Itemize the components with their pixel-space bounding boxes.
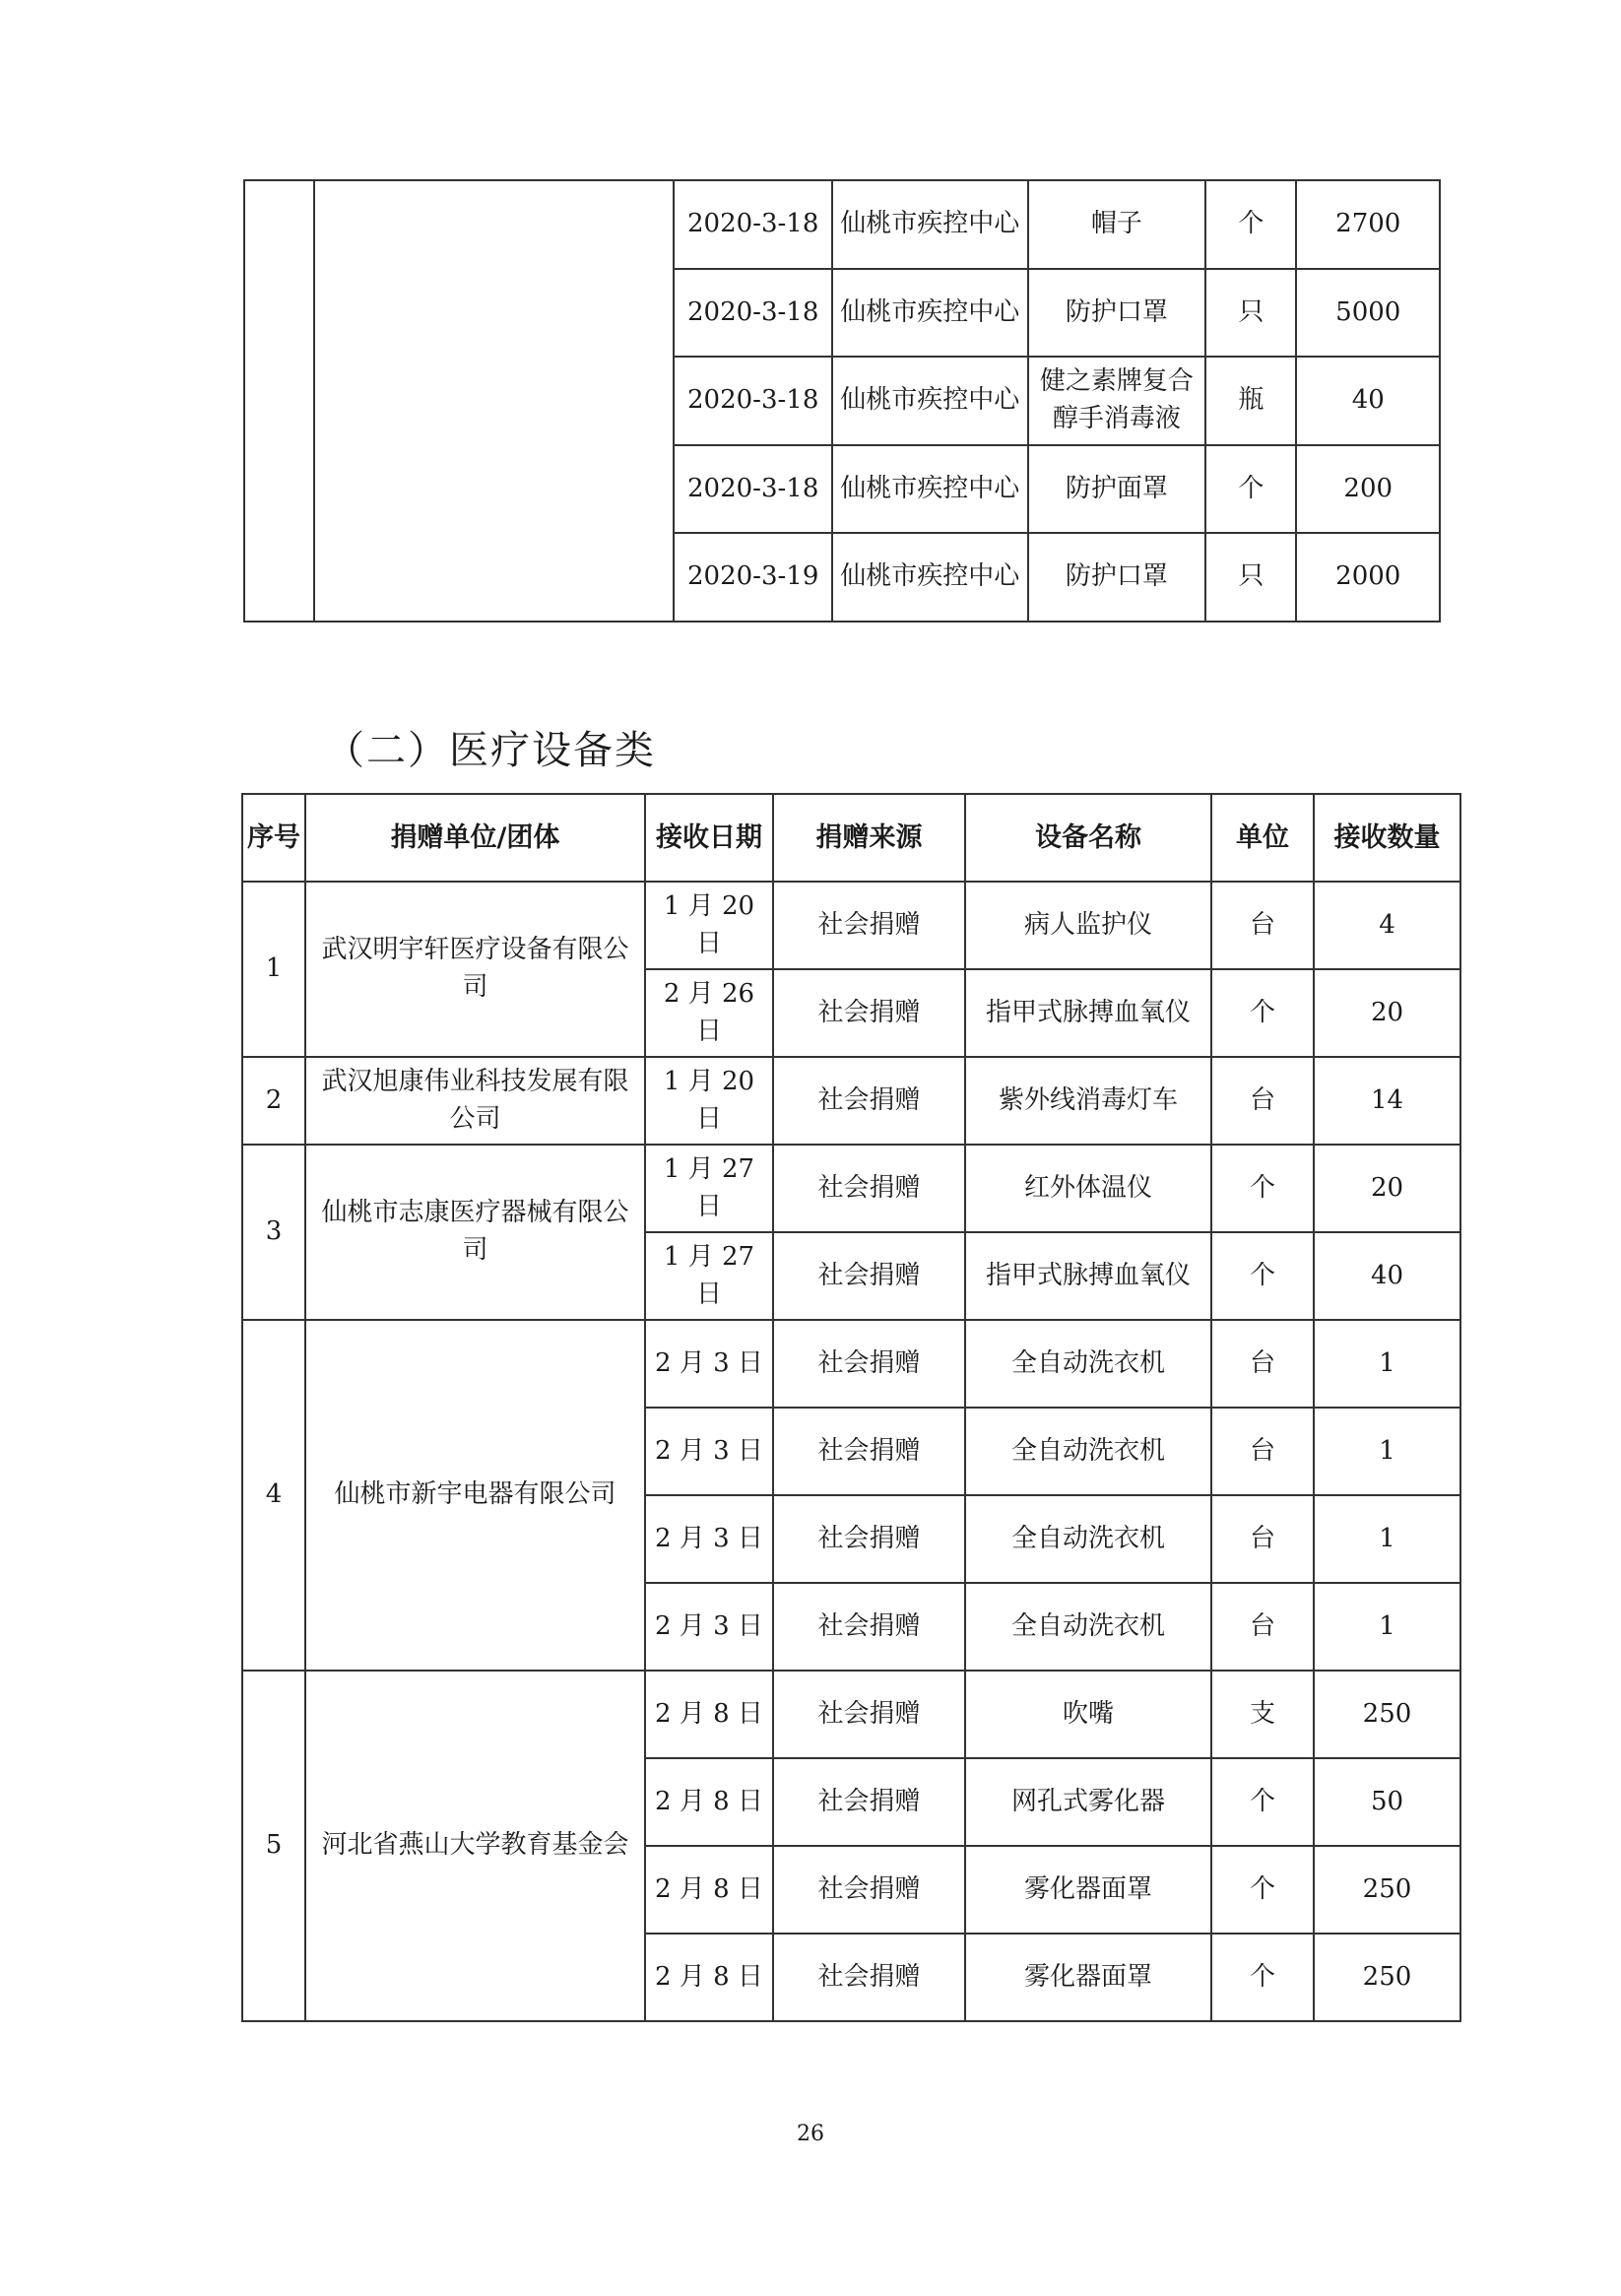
equipment-name-cell: 红外体温仪 (965, 1145, 1211, 1232)
source-cell: 社会捐赠 (773, 1934, 965, 2021)
equipment-name-cell: 全自动洗衣机 (965, 1583, 1211, 1671)
date-cell: 2020-3-18 (674, 269, 832, 358)
date-cell: 2020-3-18 (674, 180, 832, 269)
item-cell: 防护口罩 (1028, 269, 1206, 358)
unit-cell: 台 (1211, 1057, 1314, 1145)
equipment-name-cell: 吹嘴 (965, 1671, 1211, 1758)
quantity-cell: 40 (1296, 357, 1440, 445)
item-cell: 帽子 (1028, 180, 1206, 269)
source-cell: 社会捐赠 (773, 1057, 965, 1145)
header-date: 接收日期 (645, 794, 773, 882)
item-cell: 防护口罩 (1028, 533, 1206, 622)
source-cell: 社会捐赠 (773, 1232, 965, 1320)
equipment-name-cell: 雾化器面罩 (965, 1846, 1211, 1934)
source-cell: 仙桃市疾控中心 (832, 445, 1028, 534)
source-cell: 社会捐赠 (773, 1145, 965, 1232)
donor-cell: 武汉明宇轩医疗设备有限公司 (305, 882, 645, 1057)
quantity-cell: 14 (1314, 1057, 1460, 1145)
unit-cell: 台 (1211, 1320, 1314, 1408)
date-cell: 2 月 26 日 (645, 969, 773, 1057)
quantity-cell: 200 (1296, 445, 1440, 534)
date-cell: 1 月 27 日 (645, 1232, 773, 1320)
header-no: 序号 (242, 794, 305, 882)
unit-cell: 个 (1205, 445, 1296, 534)
unit-cell: 个 (1211, 1145, 1314, 1232)
unit-cell: 支 (1211, 1671, 1314, 1758)
equipment-name-cell: 网孔式雾化器 (965, 1758, 1211, 1846)
source-cell: 社会捐赠 (773, 1671, 965, 1758)
quantity-cell: 40 (1314, 1232, 1460, 1320)
table-row (242, 1320, 1460, 1408)
quantity-cell: 2000 (1296, 533, 1440, 622)
unit-cell: 瓶 (1205, 357, 1296, 445)
continued-donation-table (243, 179, 1441, 623)
quantity-cell: 250 (1314, 1846, 1460, 1934)
source-cell: 社会捐赠 (773, 1758, 965, 1846)
source-cell: 社会捐赠 (773, 969, 965, 1057)
date-cell: 2020-3-18 (674, 445, 832, 534)
date-cell: 1 月 20 日 (645, 1057, 773, 1145)
unit-cell: 个 (1211, 1934, 1314, 2021)
table-row (242, 1671, 1460, 1758)
equipment-name-cell: 指甲式脉搏血氧仪 (965, 1232, 1211, 1320)
equipment-name-cell: 雾化器面罩 (965, 1934, 1211, 2021)
quantity-cell: 1 (1314, 1495, 1460, 1583)
source-cell: 仙桃市疾控中心 (832, 180, 1028, 269)
quantity-cell: 1 (1314, 1583, 1460, 1671)
date-cell: 2 月 3 日 (645, 1320, 773, 1408)
quantity-cell: 4 (1314, 882, 1460, 969)
date-cell: 2 月 3 日 (645, 1495, 773, 1583)
row-number-cell: 3 (242, 1145, 305, 1320)
equipment-name-cell: 全自动洗衣机 (965, 1320, 1211, 1408)
equipment-name-cell: 紫外线消毒灯车 (965, 1057, 1211, 1145)
table-row (244, 180, 1440, 269)
equipment-name-cell: 全自动洗衣机 (965, 1495, 1211, 1583)
continued-donor-cell (314, 180, 674, 622)
quantity-cell: 20 (1314, 969, 1460, 1057)
unit-cell: 个 (1211, 1846, 1314, 1934)
page-number: 26 (797, 2122, 824, 2146)
equipment-name-cell: 全自动洗衣机 (965, 1408, 1211, 1495)
unit-cell: 只 (1205, 533, 1296, 622)
donor-cell: 河北省燕山大学教育基金会 (305, 1671, 645, 2021)
date-cell: 1 月 27 日 (645, 1145, 773, 1232)
date-cell: 2 月 8 日 (645, 1846, 773, 1934)
header-quantity: 接收数量 (1314, 794, 1460, 882)
table-row (242, 1057, 1460, 1145)
quantity-cell: 250 (1314, 1934, 1460, 2021)
date-cell: 1 月 20 日 (645, 882, 773, 969)
source-cell: 社会捐赠 (773, 882, 965, 969)
source-cell: 社会捐赠 (773, 1495, 965, 1583)
quantity-cell: 250 (1314, 1671, 1460, 1758)
source-cell: 仙桃市疾控中心 (832, 533, 1028, 622)
unit-cell: 台 (1211, 882, 1314, 969)
source-cell: 社会捐赠 (773, 1408, 965, 1495)
unit-cell: 个 (1211, 1758, 1314, 1846)
unit-cell: 台 (1211, 1408, 1314, 1495)
equipment-table-body (242, 882, 1460, 2021)
donor-cell: 武汉旭康伟业科技发展有限公司 (305, 1057, 645, 1145)
date-cell: 2 月 3 日 (645, 1408, 773, 1495)
row-number-cell: 2 (242, 1057, 305, 1145)
date-cell: 2 月 8 日 (645, 1671, 773, 1758)
row-number-cell: 5 (242, 1671, 305, 2021)
quantity-cell: 5000 (1296, 269, 1440, 358)
date-cell: 2 月 8 日 (645, 1758, 773, 1846)
source-cell: 社会捐赠 (773, 1583, 965, 1671)
unit-cell: 个 (1211, 1232, 1314, 1320)
table-row (242, 882, 1460, 969)
date-cell: 2 月 3 日 (645, 1583, 773, 1671)
quantity-cell: 2700 (1296, 180, 1440, 269)
equipment-name-cell: 指甲式脉搏血氧仪 (965, 969, 1211, 1057)
equipment-name-cell: 病人监护仪 (965, 882, 1211, 969)
row-number-cell: 4 (242, 1320, 305, 1671)
unit-cell: 个 (1211, 969, 1314, 1057)
row-number-cell: 1 (242, 882, 305, 1057)
donor-cell: 仙桃市新宇电器有限公司 (305, 1320, 645, 1671)
header-donor: 捐赠单位/团体 (305, 794, 645, 882)
source-cell: 仙桃市疾控中心 (832, 357, 1028, 445)
unit-cell: 台 (1211, 1583, 1314, 1671)
source-cell: 仙桃市疾控中心 (832, 269, 1028, 358)
quantity-cell: 50 (1314, 1758, 1460, 1846)
date-cell: 2020-3-19 (674, 533, 832, 622)
unit-cell: 台 (1211, 1495, 1314, 1583)
continued-no-cell (244, 180, 314, 622)
donor-cell: 仙桃市志康医疗器械有限公司 (305, 1145, 645, 1320)
header-source: 捐赠来源 (773, 794, 965, 882)
header-row (242, 794, 1460, 882)
date-cell: 2020-3-18 (674, 357, 832, 445)
item-cell: 健之素牌复合醇手消毒液 (1028, 357, 1206, 445)
quantity-cell: 20 (1314, 1145, 1460, 1232)
date-cell: 2 月 8 日 (645, 1934, 773, 2021)
continued-table-body (244, 180, 1440, 622)
medical-equipment-table (241, 793, 1461, 2022)
header-unit: 单位 (1211, 794, 1314, 882)
source-cell: 社会捐赠 (773, 1320, 965, 1408)
section-heading: （二）医疗设备类 (325, 728, 656, 773)
unit-cell: 个 (1205, 180, 1296, 269)
unit-cell: 只 (1205, 269, 1296, 358)
table-row (242, 1145, 1460, 1232)
quantity-cell: 1 (1314, 1408, 1460, 1495)
header-equipment: 设备名称 (965, 794, 1211, 882)
item-cell: 防护面罩 (1028, 445, 1206, 534)
quantity-cell: 1 (1314, 1320, 1460, 1408)
source-cell: 社会捐赠 (773, 1846, 965, 1934)
